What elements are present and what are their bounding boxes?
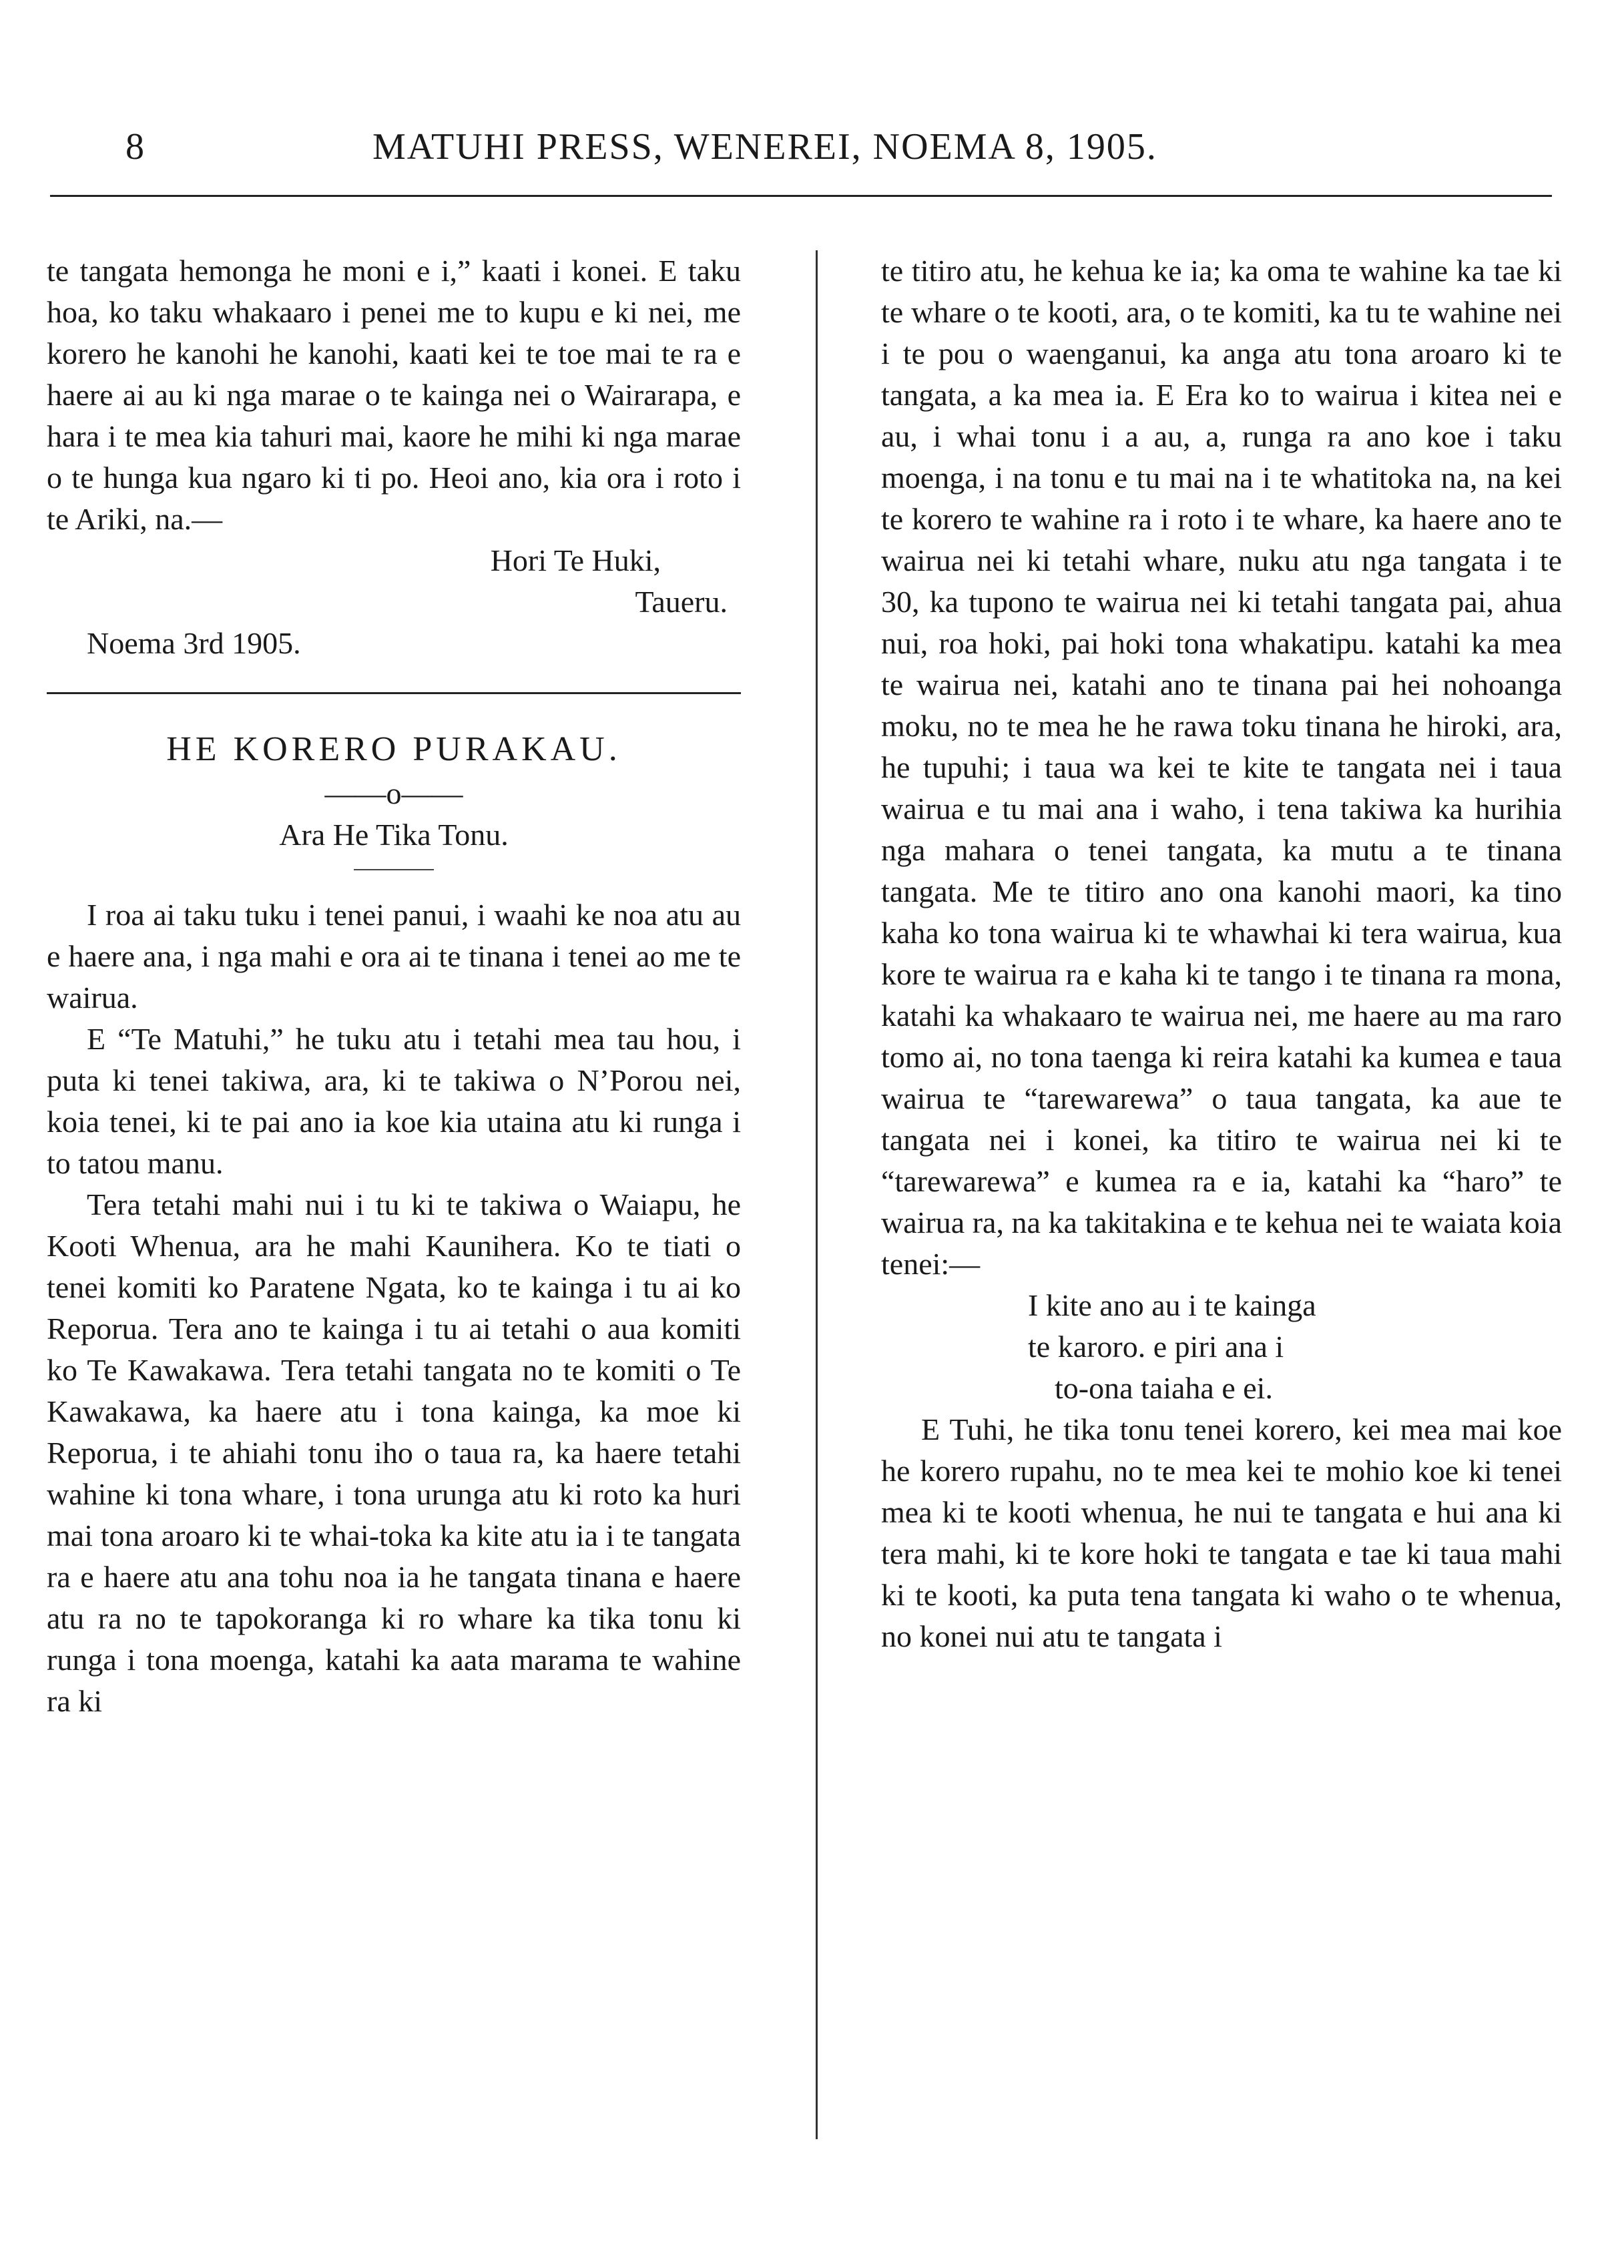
page-header xyxy=(119,125,1340,179)
column-divider xyxy=(816,250,818,2139)
letter-signature-place: Taueru. xyxy=(635,585,728,619)
letter-body: te tangata hemonga he moni e i,” kaati i konei. E taku hoa, ko taku whakaaro i penei me to kupu e ki nei, me korero he kanohi he kanohi, kaati kei te toe mai te ra e haere ai au ki nga marae o te kainga nei o Wairarapa, e hara i te mea kia tahuri mai, kaore he mihi ki nga marae o te hunga kua ngaro ki ti po. Heoi ano, kia ora i roto i te Ariki, na.— xyxy=(47,254,741,536)
page-number: 8 xyxy=(125,126,146,168)
waiata-line: I kite ano au i te kainga xyxy=(1028,1288,1316,1322)
article-heading: HE KORERO PURAKAU. xyxy=(166,730,621,768)
masthead-title: MATUHI PRESS, WENEREI, NOEMA 8, 1905. xyxy=(372,126,1157,168)
section-divider xyxy=(47,692,741,694)
left-column xyxy=(47,250,741,1722)
article-paragraph: I roa ai taku tuku i tenei panui, i waahi ke noa atu au e haere ana, i nga mahi e ora ai te tinana i tenei ao me te wairua. xyxy=(47,898,741,1015)
heading-separator: ——o—— xyxy=(324,776,463,810)
article-subheading: Ara He Tika Tonu. xyxy=(279,818,509,852)
article-paragraph: Tera tetahi mahi nui i tu ki te takiwa o Waiapu, he Kooti Whenua, ara he mahi Kaunihera. Ko te tiati o tenei komiti ko Paratene Ngata, ko te kainga i tu ai ko Reporua. Tera ano te kainga i tu ai tetahi o aua komiti ko Te Kawakawa. Tera tetahi tangata no te komiti o Te Kawakawa, ka haere atu i tona kainga, ka moe ki Reporua, i te ahiahi tonu iho o taua ra, ka haere tetahi wahine ki tona whare, i tona urunga atu ki roto ka huri mai tona aroaro ki te whai-toka ka kite atu ia i te tangata ra e haere atu ana tohu noa ia he tangata tinana e haere atu ra no te tapokoranga ki ro whare ka tika tonu ki runga i tona moenga, katahi ka aata marama te wahine ra ki xyxy=(47,1187,741,1718)
right-column xyxy=(881,250,1562,1657)
letter-signature-name: Hori Te Huki, xyxy=(490,543,661,577)
waiata-line: te karoro. e piri ana i xyxy=(1028,1330,1284,1364)
waiata-line: to-ona taiaha e ei. xyxy=(1055,1371,1273,1405)
letter-date: Noema 3rd 1905. xyxy=(87,626,301,660)
header-rule xyxy=(50,195,1552,197)
subheading-rule xyxy=(354,869,434,870)
closing-paragraph: E Tuhi, he tika tonu tenei korero, kei mea mai koe he korero rupahu, no te mea kei te mohio koe ki tenei mea ki te kooti whenua, he nui te tangata e hui ana ki tera mahi, ki te kore hoki te tangata e tae ki taua mahi ki te kooti, ka puta tena tangata ki waho o te whenua, no konei nui atu te tangata i xyxy=(881,1412,1562,1653)
article-paragraph: E “Te Matuhi,” he tuku atu i tetahi mea tau hou, i puta ki tenei takiwa, ara, ki te takiwa o N’Porou nei, koia tenei, ki te pai ano ia koe kia utaina atu ki runga i to tatou manu. xyxy=(47,1022,741,1180)
article-continuation: te titiro atu, he kehua ke ia; ka oma te wahine ka tae ki te whare o te kooti, ara, o te komiti, ka tu te wahine nei i te pou o waenganui, ka anga atu tona aroaro ki te tangata, a ka mea ia. E Era ko to wairua i kitea nei e au, i whai tonu i a au, a, runga ra ano koe i taku moenga, i na tonu e tu mai na i te whatitoka na, na kei te korero te wahine ra i roto i te whare, ka haere ano te wairua nei ki tetahi whare, nuku atu nga tangata i te 30, ka tupono te wairua nei ki tetahi tangata pai, ahua nui, roa hoki, pai hoki tona whakatipu. katahi ka mea te wairua nei, katahi ano te tinana pai hei nohoanga moku, no te mea he he rawa toku tinana he hiroki, ara, he tupuhi; i taua wa kei te kite te tangata nei i taua wairua e tu mai ana i waho, i tena takiwa ka hurihia nga mahara o tenei tangata, ka mutu a te tinana tangata. Me te titiro ano ona kanohi maori, ka tino kaha ko tona wairua ki te whawhai ki tera wairua, kua kore te wairua ra e kaha ki te tango i te tinana ra mona, katahi ka whakaaro te wairua nei, me haere au ma raro tomo ai, no tona taenga ki reira katahi ka kumea e taua wairua te “tarewarewa” o taua tangata, ka aue te tangata nei i konei, ka titiro te wairua nei ki te “tarewarewa” e kumea ra e ia, katahi ka “haro” te wairua ra, na ka takitakina e te kehua nei te waiata koia tenei:— xyxy=(881,254,1562,1281)
